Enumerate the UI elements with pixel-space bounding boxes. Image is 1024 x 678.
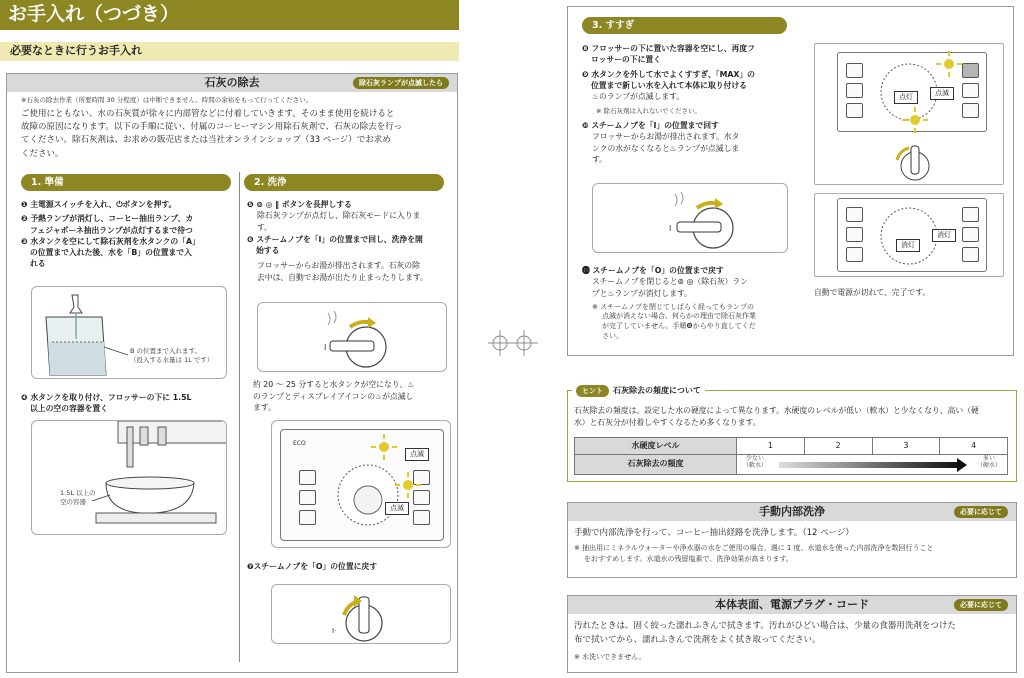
- manual-clean-header: [568, 503, 1016, 521]
- panel-button-icon: [962, 103, 979, 118]
- blink-callout: 点滅: [385, 502, 409, 515]
- step-11-note: [582, 303, 797, 342]
- hint-body-line: 石灰除去の頻度は、設定した水の硬度によって異なります。水硬度のレベルが低い（軟水）と少なくなり、高い（硬: [574, 406, 979, 415]
- step-9-line: ❾ 水タンクを外して水でよくすすぎ、「MAX」の: [582, 69, 755, 79]
- table-cell: 2: [804, 438, 872, 455]
- lit-lamp-icon: [900, 105, 930, 135]
- descaling-tag: 除石灰ランプが点滅したら: [353, 77, 449, 89]
- step-10-body-line: ンクの水がなくなると♨ランプが点滅しま: [592, 143, 740, 153]
- step-2-line: ❷ 予熱ランプが消灯し、コーヒー抽出ランプ、カ: [21, 214, 194, 224]
- wash-step-pill: 2. 洗浄: [244, 174, 444, 191]
- surface-clean-tag: 必要に応じて: [954, 599, 1008, 611]
- water-tank-illustration: [31, 286, 227, 379]
- step-9-body: ♨のランプが点滅します。: [592, 92, 685, 102]
- power-button-icon: [299, 470, 316, 485]
- surface-clean-body-line: 布で拭いてから、濡れふきんで洗剤をよく拭き取ってください。: [574, 634, 821, 645]
- frequency-low-line: 少ない: [746, 455, 765, 462]
- step-6-line: ❻ スチームノブを「I」の位置まで回し、洗浄を開: [247, 234, 423, 244]
- frother-container-icon: [32, 421, 227, 535]
- step-3-line: れる: [30, 259, 46, 269]
- blinking-lamp-icon: [369, 432, 399, 462]
- panel-button-icon: [846, 247, 863, 262]
- step-11-body-line: スチームノブを閉じると⊚ ◎（除石灰）ラン: [592, 277, 749, 287]
- column-divider: [239, 172, 240, 662]
- hint-body-line: 水）と石灰分が付着しやすくなるため多くなります。: [574, 417, 761, 427]
- steam-knob-icon: [272, 585, 451, 644]
- prep-step-pill: 1. 準備: [21, 174, 231, 191]
- step-4: [21, 392, 236, 415]
- step-2-line: フェジャポーネ抽出ランプが点灯するまで待つ: [30, 225, 193, 235]
- fig2-note-line: 空の容器: [60, 497, 86, 506]
- manual-clean-body: 手動で内部洗浄を行って、コーヒー抽出経路を洗浄します。（12 ページ）: [574, 528, 854, 538]
- steam-knob-close-illustration: [271, 584, 451, 644]
- surface-clean-header: [568, 596, 1016, 614]
- step-8-line: ロッサーの下に置く: [591, 55, 662, 65]
- step-5: ❺ ⊚ ◎ ‖ ボタンを長押しする: [247, 200, 352, 209]
- wash-after-line: のランプとディスプレイアイコンの♨が点滅し: [253, 391, 414, 401]
- step-11-note-line: 点滅が消えない場合、何らかの理由で除石灰作業: [602, 312, 756, 321]
- fig1-note-line: （投入する水量は 1L です）: [130, 355, 214, 364]
- manual-clean-note: [574, 543, 934, 564]
- section-subheading: 必要なときに行うお手入れ: [0, 42, 459, 61]
- step-11-note-line: さい。: [602, 332, 623, 341]
- eco-label: ECO: [293, 440, 306, 447]
- wash-after-line: ます。: [253, 403, 276, 413]
- water-tank-icon: [32, 287, 227, 379]
- descaling-intro: [21, 108, 451, 161]
- rinse-knob-illustration: [592, 183, 788, 253]
- fig1-note-line: B の位置まで入れます。: [130, 347, 202, 355]
- panel-button-icon: [299, 510, 316, 525]
- manual-clean-tag: 必要に応じて: [954, 506, 1008, 518]
- arrow-right-icon: [957, 458, 967, 472]
- surface-clean-section: [567, 595, 1017, 673]
- rinse-panel-off-illustration: [814, 193, 1004, 277]
- step-11-note-line: ※ スチームノブを閉じてしばらく経ってもランプの: [592, 302, 754, 311]
- step-6: [247, 234, 452, 257]
- panel-button-icon: [299, 490, 316, 505]
- step-9-line: 位置まで新しい水を入れて本体に取り付ける: [591, 80, 747, 90]
- table-cell: 3: [872, 438, 940, 455]
- steam-button-icon: [962, 63, 979, 78]
- control-panel-illustration: [271, 420, 451, 548]
- step-4-line: 以上の空の容器を置く: [30, 404, 108, 414]
- panel-button-icon: [962, 227, 979, 242]
- step-5-body-line: 除石灰ランプが点灯し、除石灰モードに入りま: [257, 211, 421, 221]
- lit-callout: 点灯: [894, 91, 918, 104]
- panel-button-icon: [846, 227, 863, 242]
- control-panel: [280, 429, 444, 541]
- surface-clean-note: ※ 水洗いできません。: [574, 653, 646, 661]
- wash-after-text: [253, 379, 458, 414]
- fig1-note: [130, 347, 213, 365]
- wash-after-line: 約 20 ～ 25 分すると水タンクが空になり、♨: [253, 380, 415, 389]
- off-callout: 消灯: [932, 229, 956, 242]
- hint-body: [574, 405, 1014, 428]
- svg-text:I: I: [669, 224, 672, 233]
- container-illustration: [31, 420, 227, 535]
- steam-knob-icon: [258, 303, 447, 372]
- step-6-body: [247, 260, 452, 283]
- steam-knob-open-illustration: [257, 302, 447, 372]
- table-header-cell: 水硬度レベル: [575, 438, 737, 455]
- step-11-body: [582, 276, 797, 299]
- step-5-body: [247, 210, 452, 233]
- panel-button-icon: [413, 510, 430, 525]
- manual-clean-note-line: ※ 抽出用にミネラルウォーターや浄水器の水をご使用の場合、週に 1 度、水道水を使った内部洗浄を数回行うこと: [574, 544, 934, 552]
- hint-box: [567, 385, 1017, 482]
- manual-clean-title: 手動内部洗浄: [759, 505, 825, 518]
- step-10-body-line: す。: [592, 155, 607, 165]
- frequency-low-line: （軟水）: [743, 461, 768, 469]
- table-cell: 1: [737, 438, 805, 455]
- control-panel: [837, 198, 987, 272]
- table-row: [575, 455, 1008, 475]
- manual-clean-section: [567, 502, 1017, 578]
- step-8-line: ❽ フロッサーの下に置いた容器を空にし、再度フ: [582, 44, 755, 53]
- step-10: ❿ スチームノブを「I」の位置まで回す: [582, 120, 719, 130]
- step-9-note: ※ 除石灰剤は入れないでください。: [596, 106, 702, 115]
- blinking-lamp-icon: [393, 470, 423, 500]
- step-10-body: [582, 131, 792, 166]
- frequency-gradient-cell: [737, 455, 1008, 475]
- step-7: ❼スチームノブを「O」の位置に戻す: [247, 562, 378, 571]
- step-10-body-line: フロッサーからお湯が排出されます。水タ: [592, 131, 740, 141]
- steam-knob-icon: [875, 136, 955, 184]
- step-3-line: の位置まで入れた後、水を「B」の位置まで入: [30, 248, 192, 258]
- steam-button-icon: [962, 207, 979, 222]
- step-11-block: [582, 265, 797, 342]
- intro-line: 故障の原因になります。以下の手順に従い、付属のコーヒーマシン用除石灰剤で、石灰の除去を行っ: [21, 122, 403, 133]
- frequency-high: [977, 456, 1001, 469]
- descaling-header: [7, 74, 457, 92]
- fig2-note-line: 1.5L 以上の: [60, 489, 96, 497]
- power-button-icon: [846, 63, 863, 78]
- panel-button-icon: [962, 247, 979, 262]
- frequency-high-line: 多い: [982, 455, 995, 462]
- rinse-steps: [582, 43, 792, 166]
- table-header-cell: 石灰除去の頻度: [575, 455, 737, 475]
- descaling-note: ※石灰の除去作業（所要時間 30 分程度）は中断できません。時間の余裕をもって行ってください。: [21, 96, 313, 104]
- hardness-table: [574, 437, 1008, 475]
- off-callout: 消灯: [896, 239, 920, 252]
- wash-steps: [247, 199, 452, 284]
- power-button-icon: [846, 207, 863, 222]
- rinse-panel-lit-illustration: [814, 43, 1004, 185]
- hint-title: 石灰除去の頻度について: [613, 385, 701, 395]
- panel-button-icon: [846, 83, 863, 98]
- intro-line: ご使用にともない、水の石灰質が徐々に内部管などに付着していきます。そのまま使用を続けると: [21, 109, 395, 119]
- step-4-line: ❹ 水タンクを取り付け、フロッサーの下に 1.5L: [21, 393, 192, 402]
- control-panel: [837, 52, 987, 132]
- step-8: [582, 43, 792, 66]
- table-row: [575, 438, 1008, 455]
- intro-line: ください。: [21, 148, 64, 159]
- blinking-lamp-icon: [934, 49, 964, 79]
- step-9: [582, 69, 792, 92]
- step-6-body-line: フロッサーからお湯が排出されます。石灰の除: [257, 261, 420, 271]
- step-6-line: 始する: [256, 245, 280, 255]
- frequency-high-line: （硬水）: [976, 461, 1001, 469]
- step-11-note-line: が完了していません。手順❽からやり直してくだ: [602, 322, 756, 331]
- svg-text:I·: I·: [332, 627, 337, 635]
- fig2-note: [60, 489, 96, 507]
- step-11: ⓫ スチームノブを「O」の位置まで戻す: [582, 266, 724, 275]
- blink-callout: 点滅: [930, 87, 954, 100]
- step-5-body-line: す。: [257, 222, 272, 232]
- step-3-line: ❸ 水タンクを空にして除石灰剤を水タンクの「A」: [21, 236, 200, 246]
- hint-header: [572, 384, 705, 398]
- registration-mark-icon: [488, 330, 538, 356]
- step-1: ❶ 主電源スイッチを入れ、⏻ボタンを押す。: [21, 200, 177, 209]
- panel-button-icon: [962, 83, 979, 98]
- step-6-body-line: 去中は、自動でお湯が出たり止まったりします。: [257, 272, 428, 282]
- panel-button-icon: [846, 103, 863, 118]
- steam-knob-icon: [593, 184, 788, 253]
- page-header-title: お手入れ（つづき）: [0, 0, 459, 30]
- step-11-body-line: プと♨ランプが消灯します。: [592, 288, 692, 298]
- prep-steps: [21, 199, 236, 270]
- surface-clean-title: 本体表面、電源プラグ・コード: [715, 598, 869, 611]
- descaling-section: [6, 73, 458, 673]
- frequency-arrow: [779, 462, 959, 468]
- intro-line: てください。除石灰剤は、お求めの販売店または当社オンラインショップ（33 ページ）でお求め: [21, 135, 391, 146]
- rinse-done-text: 自動で電源が切れて、完了です。: [814, 288, 931, 297]
- blink-callout: 点滅: [405, 448, 429, 461]
- hint-label: ヒント: [576, 385, 609, 397]
- descaling-title: 石灰の除去: [204, 76, 260, 89]
- table-cell: 4: [940, 438, 1008, 455]
- surface-clean-body-line: 汚れたときは、固く絞った濡れふきんで拭きます。汚れがひどい場合は、少量の食器用洗剤をつけた: [574, 621, 956, 631]
- frequency-low: [743, 456, 767, 469]
- rinse-step-pill: 3. すすぎ: [582, 17, 787, 34]
- svg-text:I: I: [324, 343, 327, 352]
- surface-clean-body: [574, 620, 956, 647]
- rinse-section: [567, 6, 1014, 356]
- manual-clean-note-line: をおすすめします。水道水の残留塩素で、洗浄効果が高まります。: [584, 554, 793, 563]
